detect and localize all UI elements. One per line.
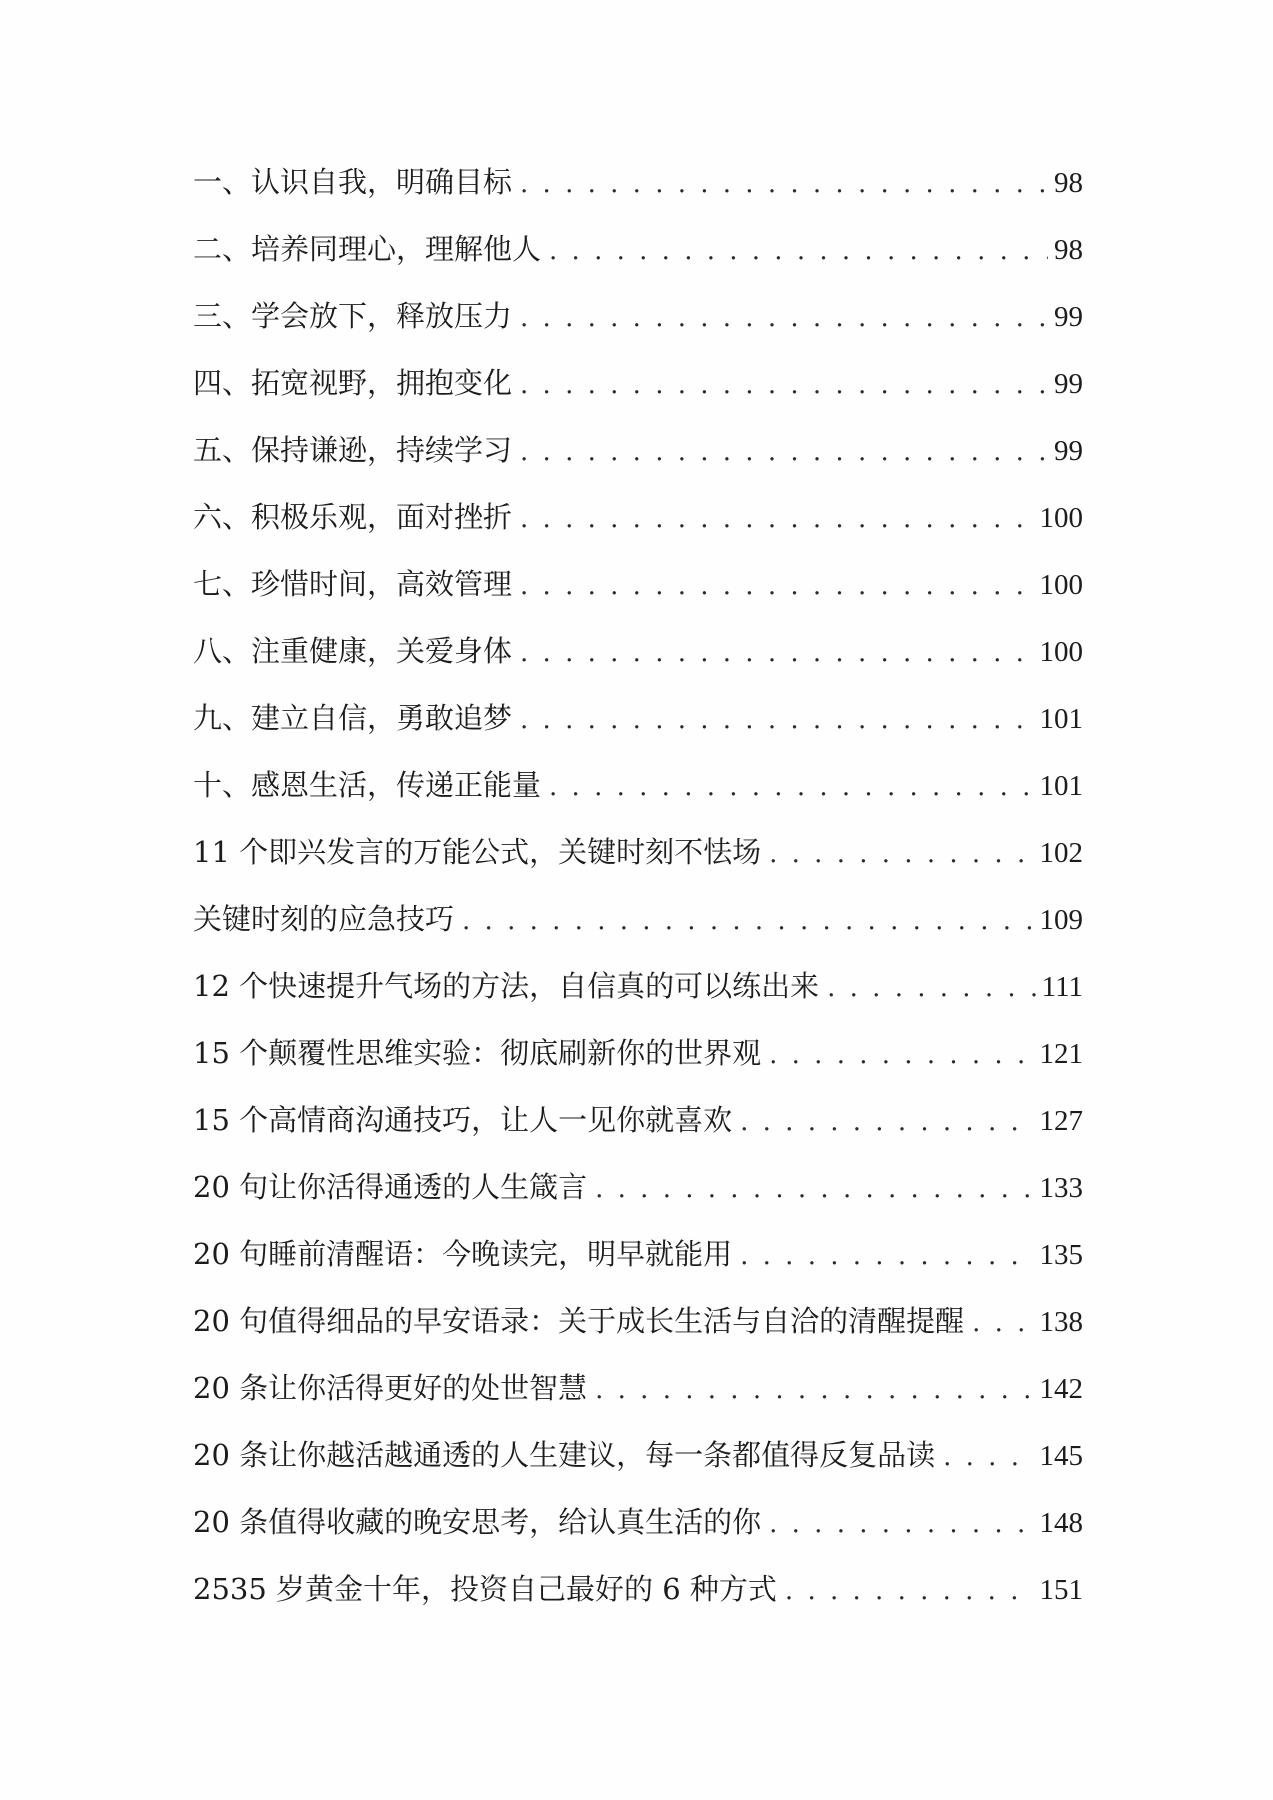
- toc-entry-title: 一、认识自我，明确目标: [193, 165, 513, 199]
- toc-entry-title: 八、注重健康，关爱身体: [193, 634, 513, 668]
- toc-entry-page-number: 121: [1039, 1038, 1083, 1070]
- toc-entry[interactable]: [193, 428, 1083, 495]
- toc-entry-page-number: 102: [1039, 837, 1083, 869]
- toc-entry[interactable]: [193, 1098, 1083, 1165]
- toc-entry[interactable]: [193, 763, 1083, 830]
- dot-leader: [520, 638, 1033, 668]
- toc-entry-title: 二、培养同理心，理解他人: [193, 232, 542, 266]
- dot-leader: [462, 906, 1033, 936]
- toc-entry-page-number: 101: [1039, 703, 1083, 735]
- toc-entry[interactable]: [193, 1567, 1083, 1634]
- toc-entry-page-number: 148: [1039, 1507, 1083, 1539]
- dot-leader: [972, 1308, 1033, 1338]
- toc-entry-page-number: 151: [1039, 1574, 1083, 1606]
- dot-leader: [740, 1241, 1033, 1271]
- dot-leader: [769, 1040, 1033, 1070]
- toc-entry[interactable]: [193, 1165, 1083, 1232]
- toc-entry[interactable]: [193, 1031, 1083, 1098]
- toc-entry-page-number: 99: [1054, 368, 1083, 400]
- dot-leader: [520, 303, 1048, 333]
- toc-entry[interactable]: [193, 964, 1083, 1031]
- toc-entry[interactable]: [193, 227, 1083, 294]
- toc-entry-title: 20 句让你活得通透的人生箴言: [193, 1170, 588, 1204]
- dot-leader: [549, 772, 1033, 802]
- dot-leader: [520, 437, 1048, 467]
- dot-leader: [785, 1576, 1034, 1606]
- toc-entry-title: 20 条让你活得更好的处世智慧: [193, 1371, 588, 1405]
- toc-entry-title: 七、珍惜时间，高效管理: [193, 567, 513, 601]
- toc-entry-title: 九、建立自信，勇敢追梦: [193, 701, 513, 735]
- toc-entry[interactable]: [193, 1232, 1083, 1299]
- toc-entry[interactable]: [193, 897, 1083, 964]
- toc-entry-title: 20 句睡前清醒语：今晚读完，明早就能用: [193, 1237, 733, 1271]
- dot-leader: [827, 973, 1036, 1003]
- toc-entry-page-number: 145: [1039, 1440, 1083, 1472]
- dot-leader: [520, 370, 1048, 400]
- dot-leader: [943, 1442, 1033, 1472]
- dot-leader: [520, 571, 1033, 601]
- toc-entry[interactable]: [193, 1500, 1083, 1567]
- toc-entry[interactable]: [193, 696, 1083, 763]
- toc-entry-title: 关键时刻的应急技巧: [193, 902, 455, 936]
- toc-entry[interactable]: [193, 1433, 1083, 1500]
- dot-leader: [769, 839, 1033, 869]
- toc-entry-page-number: 98: [1054, 167, 1083, 199]
- toc-entry-title: 四、拓宽视野，拥抱变化: [193, 366, 513, 400]
- toc-entry-page-number: 109: [1039, 904, 1083, 936]
- toc-entry-page-number: 127: [1039, 1105, 1083, 1137]
- toc-entry-title: 20 句值得细品的早安语录：关于成长生活与自洽的清醒提醒: [193, 1304, 965, 1338]
- table-of-contents: [193, 160, 1083, 1634]
- toc-entry-title: 三、学会放下，释放压力: [193, 299, 513, 333]
- toc-entry-page-number: 99: [1054, 301, 1083, 333]
- toc-entry-page-number: 138: [1039, 1306, 1083, 1338]
- toc-entry-title: 十、感恩生活，传递正能量: [193, 768, 542, 802]
- toc-entry-page-number: 142: [1039, 1373, 1083, 1405]
- dot-leader: [769, 1509, 1033, 1539]
- toc-entry[interactable]: [193, 1299, 1083, 1366]
- toc-entry-title: 20 条让你越活越通透的人生建议，每一条都值得反复品读: [193, 1438, 936, 1472]
- toc-entry-title: 15 个高情商沟通技巧，让人一见你就喜欢: [193, 1103, 733, 1137]
- toc-entry-title: 11 个即兴发言的万能公式，关键时刻不怯场: [193, 835, 762, 869]
- toc-entry-page-number: 133: [1039, 1172, 1083, 1204]
- toc-entry-title: 六、积极乐观，面对挫折: [193, 500, 513, 534]
- toc-entry[interactable]: [193, 830, 1083, 897]
- dot-leader: [520, 504, 1033, 534]
- toc-entry-title: 12 个快速提升气场的方法，自信真的可以练出来: [193, 969, 820, 1003]
- dot-leader: [740, 1107, 1033, 1137]
- toc-entry[interactable]: [193, 361, 1083, 428]
- dot-leader: [595, 1375, 1033, 1405]
- toc-entry-title: 五、保持谦逊，持续学习: [193, 433, 513, 467]
- toc-entry-title: 2535 岁黄金十年，投资自己最好的 6 种方式: [193, 1572, 777, 1606]
- toc-entry[interactable]: [193, 495, 1083, 562]
- toc-entry[interactable]: [193, 294, 1083, 361]
- toc-entry-page-number: 99: [1054, 435, 1083, 467]
- toc-entry-page-number: 135: [1039, 1239, 1083, 1271]
- toc-entry-page-number: 100: [1039, 502, 1083, 534]
- toc-entry-page-number: 100: [1039, 636, 1083, 668]
- toc-entry[interactable]: [193, 160, 1083, 227]
- dot-leader: [520, 705, 1033, 735]
- dot-leader: [520, 169, 1048, 199]
- toc-entry-page-number: 111: [1041, 971, 1083, 1003]
- toc-entry-page-number: 100: [1039, 569, 1083, 601]
- toc-entry[interactable]: [193, 629, 1083, 696]
- toc-entry[interactable]: [193, 1366, 1083, 1433]
- dot-leader: [549, 236, 1048, 266]
- toc-entry[interactable]: [193, 562, 1083, 629]
- dot-leader: [595, 1174, 1033, 1204]
- toc-entry-page-number: 101: [1039, 770, 1083, 802]
- toc-entry-title: 20 条值得收藏的晚安思考，给认真生活的你: [193, 1505, 762, 1539]
- toc-entry-title: 15 个颠覆性思维实验：彻底刷新你的世界观: [193, 1036, 762, 1070]
- toc-entry-page-number: 98: [1054, 234, 1083, 266]
